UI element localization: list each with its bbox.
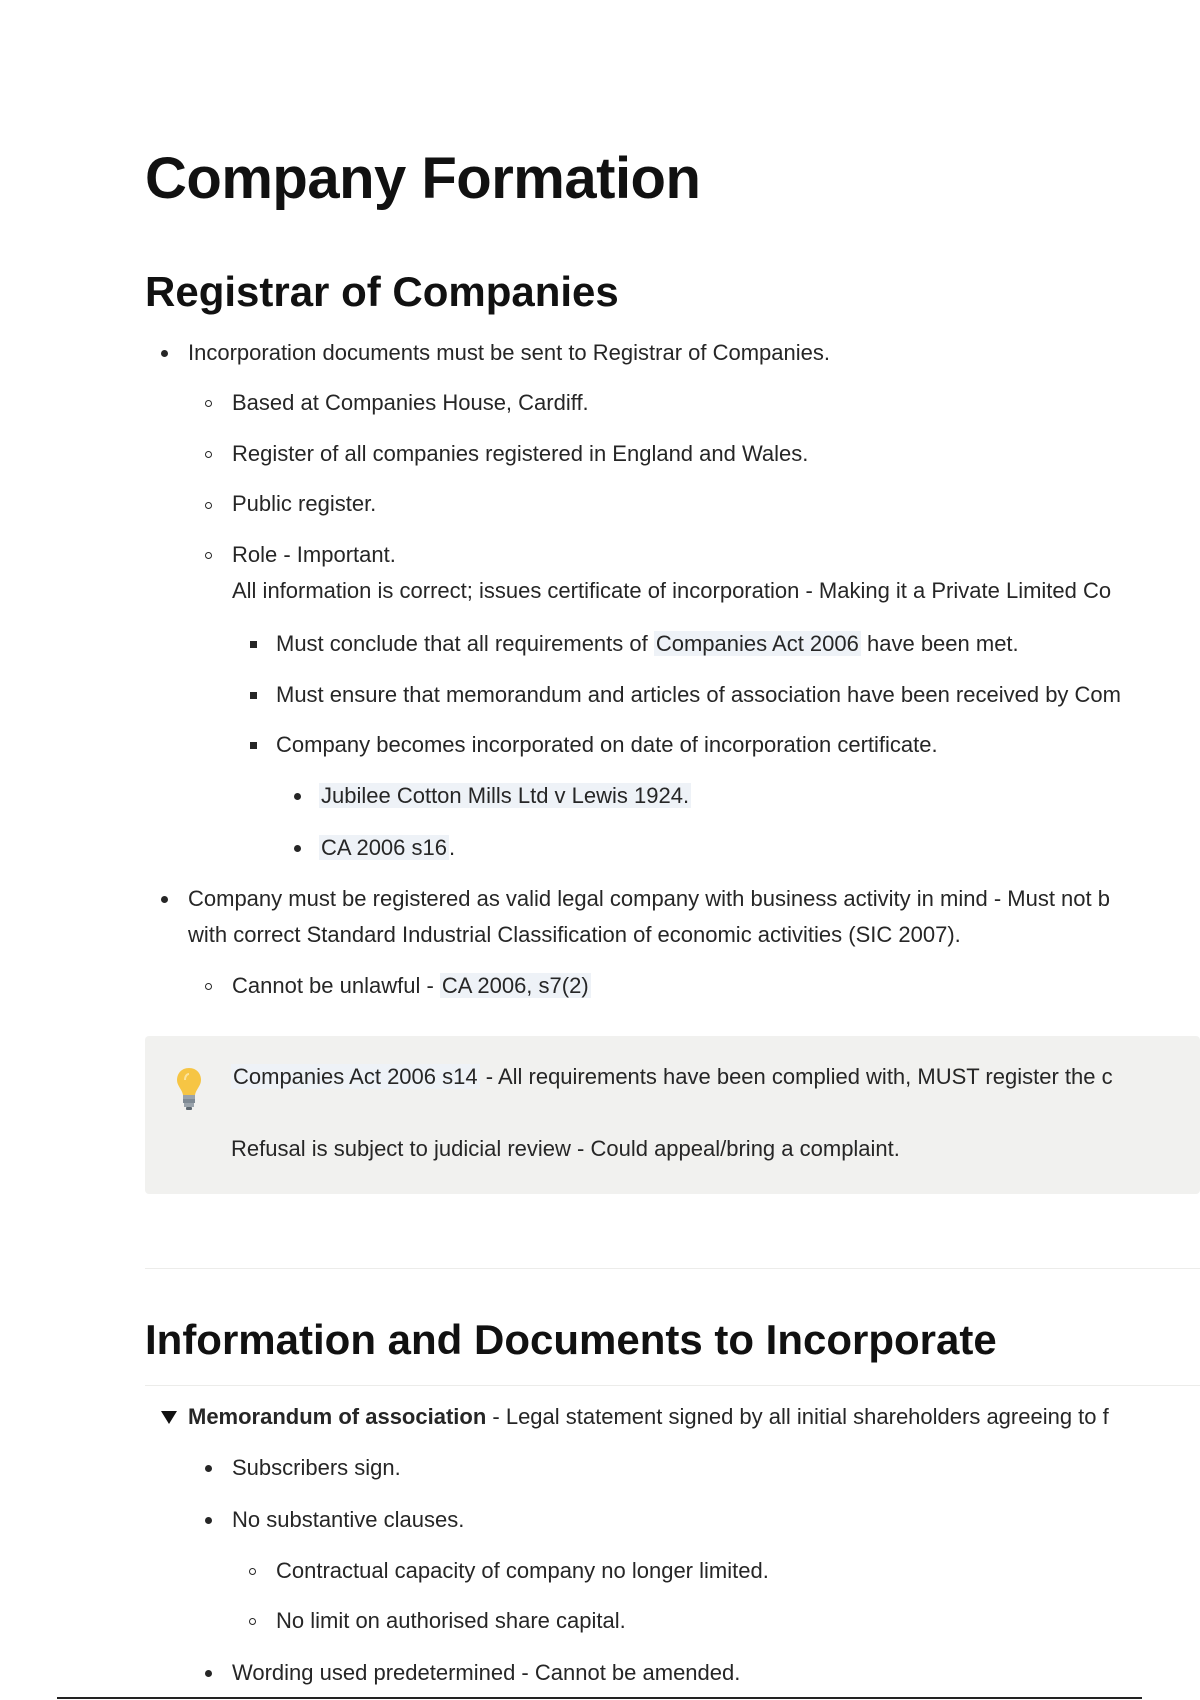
bullet-disc-icon	[205, 1517, 212, 1524]
list-item: Role - Important.	[232, 542, 396, 567]
bullet-disc-icon	[205, 1670, 212, 1677]
toggle-heading[interactable]	[188, 1404, 1109, 1430]
bullet-circle-icon	[205, 552, 212, 559]
bullet-circle-icon	[249, 1568, 256, 1575]
bullet-circle-icon	[249, 1618, 256, 1625]
callout-box	[145, 1036, 1200, 1194]
bullet-circle-icon	[205, 983, 212, 990]
list-item	[319, 783, 691, 809]
list-item: Incorporation documents must be sent to Registrar of Companies.	[188, 340, 830, 365]
page-title: Company Formation	[145, 146, 701, 211]
list-item	[319, 835, 455, 861]
lightbulb-icon	[175, 1066, 203, 1112]
list-item: Wording used predetermined - Cannot be amended.	[232, 1660, 741, 1685]
callout-text	[231, 1064, 1113, 1090]
list-item: Must ensure that memorandum and articles of association have been received by Com	[276, 682, 1121, 707]
list-item	[232, 973, 591, 999]
toggle-heading-text: - Legal statement signed by all initial shareholders agreeing to f	[486, 1404, 1109, 1429]
list-item	[276, 631, 1019, 657]
list-item: Company must be registered as valid legal company with business activity in mind - Must not b	[188, 886, 1110, 911]
list-item: Company becomes incorporated on date of incorporation certificate.	[276, 732, 938, 757]
list-item-text: have been met.	[860, 631, 1019, 656]
toggle-triangle-icon[interactable]	[161, 1411, 177, 1424]
list-item: Contractual capacity of company no longer limited.	[276, 1558, 769, 1583]
bullet-disc-icon	[294, 793, 301, 800]
callout-text: Refusal is subject to judicial review - Could appeal/bring a complaint.	[231, 1136, 900, 1161]
link-ca-2006-s7-2[interactable]: CA 2006, s7(2)	[441, 973, 589, 998]
page-bottom-rule	[57, 1697, 1142, 1699]
bullet-circle-icon	[205, 502, 212, 509]
case-reference: Jubilee Cotton Mills Ltd v Lewis 1924.	[321, 783, 690, 808]
bullet-disc-icon	[294, 845, 301, 852]
link-companies-act-2006[interactable]: Companies Act 2006	[655, 631, 859, 656]
list-item: Subscribers sign.	[232, 1455, 401, 1480]
bullet-circle-icon	[205, 400, 212, 407]
section-divider	[145, 1268, 1200, 1269]
heading-information-and-documents: Information and Documents to Incorporate	[145, 1316, 997, 1363]
callout-text-body: - All requirements have been complied with, MUST register the c	[479, 1064, 1113, 1089]
list-item: Public register.	[232, 491, 377, 516]
list-item-continuation: with correct Standard Industrial Classification of economic activities (SIC 2007).	[188, 922, 961, 947]
list-item-text: Cannot be unlawful -	[232, 973, 440, 998]
link-companies-act-2006-s14[interactable]: Companies Act 2006 s14	[233, 1064, 478, 1089]
bullet-disc-icon	[161, 350, 168, 357]
list-item-text: Must conclude that all requirements of	[276, 631, 654, 656]
bullet-circle-icon	[205, 451, 212, 458]
bullet-square-icon	[250, 742, 257, 749]
toggle-heading-bold: Memorandum of association	[188, 1404, 487, 1429]
list-item-continuation: All information is correct; issues certificate of incorporation - Making it a Private Limited Co	[232, 578, 1112, 603]
heading-registrar-of-companies: Registrar of Companies	[145, 268, 619, 315]
heading-underline	[145, 1385, 1200, 1386]
bullet-square-icon	[250, 641, 257, 648]
list-item: No substantive clauses.	[232, 1507, 465, 1532]
list-item-text: .	[448, 835, 456, 860]
list-item: Register of all companies registered in England and Wales.	[232, 441, 809, 466]
bullet-disc-icon	[161, 896, 168, 903]
bullet-disc-icon	[205, 1465, 212, 1472]
link-ca-2006-s16[interactable]: CA 2006 s16	[321, 835, 447, 860]
list-item: No limit on authorised share capital.	[276, 1608, 626, 1633]
bullet-square-icon	[250, 692, 257, 699]
list-item: Based at Companies House, Cardiff.	[232, 390, 589, 415]
